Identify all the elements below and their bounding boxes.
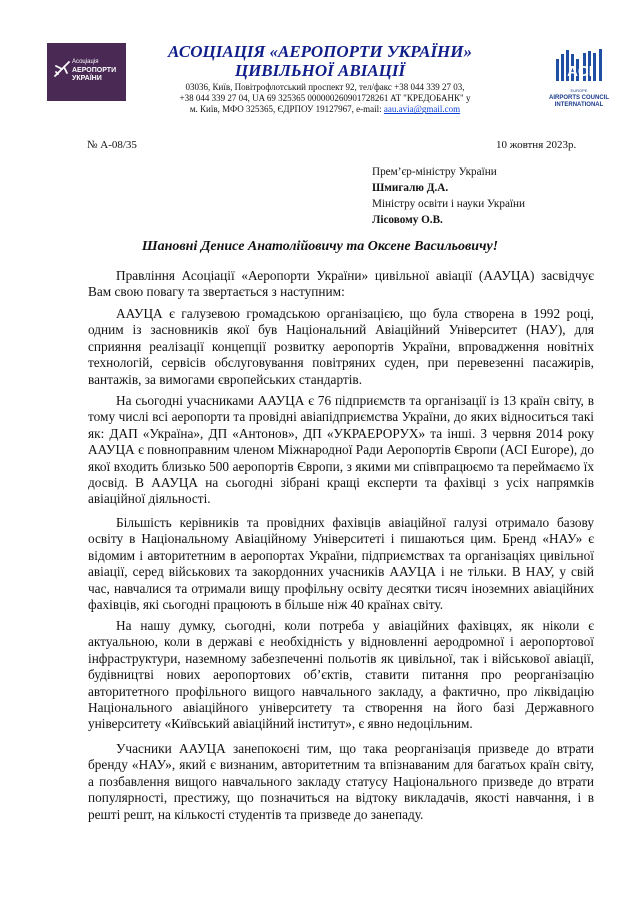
- council-line1: AIRPORTS COUNCIL: [549, 95, 609, 101]
- logo-text-line3: УКРАЇНИ: [72, 75, 102, 82]
- organization-title: [140, 42, 500, 80]
- logo-region: EUROPE: [570, 88, 588, 93]
- logo-council-text: [548, 95, 610, 109]
- paragraph-2: ААУЦА є галузевою громадською організацією, що була створена в 1992 році, одним із засновників якої був Національний Авіаційний Університет (НАУ), для сприяння реалізації концепції розвитку аеропортів України, впровадження новітніх технологій, сервісів обслуговування повітряних суден, при перевезенні пасажирів, вантажів, за вимогами європейських стандартів.: [88, 306, 594, 387]
- contact-line1: 03036, Київ, Повітрофлотський проспект 92, тел/факс +38 044 339 27 03,: [185, 82, 465, 92]
- paragraph-6: Учасники ААУЦА занепокоєні тим, що така реорганізація призведе до втрати бренду «НАУ», який є визнаним, авторитетним та впізнаваним для багатьох країн світу, а позбавлення вищого навчального закладу статусу Національного призведе до втрати популярності, престижу, що позначиться на відтоку викладачів, якості навчання, і в решті решт, на кількості студентів та призведе до занепаду.: [88, 741, 594, 822]
- addressee-block: [372, 164, 525, 228]
- contact-line3: [138, 104, 512, 115]
- association-logo: [47, 43, 126, 101]
- paragraph-4: Більшість керівників та провідних фахівців авіаційної галузі отримало базову освіту в Національному Авіаційному Університеті і пишаються цим. Бренд «НАУ» є відомим і авторитетним в аеропортах України, підприємствах та організаціях цивільної авіації, серед військових та закордонних учасників ААУЦА і не тільки. В НАУ, у свій час, навчалися та отримали вищу профільну освіту десятки тисяч іноземних авіаційних фахівців, які сьогодні працюють в більше ніж 40 країнах світу.: [88, 515, 594, 613]
- addressee-line2: Шмигалю Д.А.: [372, 182, 449, 194]
- aci-mark-icon: [552, 45, 608, 85]
- logo-text-line1: Асоціація: [72, 59, 99, 65]
- title-line2: ЦИВІЛЬНОЇ АВІАЦІЇ: [234, 61, 406, 80]
- letter-date: 10 жовтня 2023р.: [496, 139, 577, 151]
- addressee-line4: Лісовому О.В.: [372, 214, 443, 226]
- contact-line3-prefix: м. Київ, МФО 325365, ЄДРПОУ 19127967, e-mail:: [189, 104, 384, 115]
- paragraph-3: На сьогодні учасниками ААУЦА є 76 підприємств та організації із 13 країн світу, в тому числі всі аеропорти та провідні авіапідприємства України, до яких відноситься такі як: ДАП «Україна», ДП «Антонов», ДП «УКРАЕРОРУХ» та інші. З червня 2014 року ААУЦА є повноправним членом Міжнародної Ради Аеропортів Європи (ACI Europe), до якої входить близько 500 аеропортів Європи, з якими ми співпрацюємо та переймаємо їх досвід. В ААУЦА на сьогодні зібрані кращі експерти та фахівці з усіх напрямків авіаційної діяльності.: [88, 393, 594, 507]
- reference-number: № А-08/35: [87, 139, 137, 151]
- airplane-icon: [53, 58, 71, 78]
- logo-text-line2: АЕРОПОРТИ: [72, 67, 117, 74]
- aci-mark-label: ACI: [567, 63, 593, 80]
- council-line2: INTERNATIONAL: [554, 102, 604, 108]
- email-link[interactable]: aau.avia@gmail.com: [383, 104, 461, 115]
- addressee-line1: Прем’єр-міністру України: [372, 166, 497, 178]
- paragraph-1: Правління Асоціації «Аеропорти України» цивільної авіації (ААУЦА) засвідчує Вам свою повагу та звертається з наступним:: [88, 268, 594, 300]
- title-line1: АСОЦІАЦІЯ «АЕРОПОРТИ УКРАЇНИ»: [167, 42, 473, 61]
- paragraph-5: На нашу думку, сьогодні, коли потреба у авіаційних фахівцях, як ніколи є актуальною, коли в державі є необхідність у відновленні аеродромної і аеропортової інфраструктури, наземному забезпеченні польотів як цивільної, так і військової авіації, будівництві нових аеропортових об’єктів, ставити питання про реорганізацію авторитетного профільного вищого навчального закладу, а фактично, про ліквідацію Національного авіаційного університету та створення на його базі Державного університету «Київський авіаційний інститут», є явно недоцільним.: [88, 618, 594, 732]
- contact-line2: +38 044 339 27 04, UA 69 325365 000000260901728261 AT "КРЕДОБАНК" у: [179, 93, 471, 104]
- salutation: Шановні Денисе Анатолійовичу та Оксене Васильовичу!: [141, 239, 499, 254]
- contact-block: [138, 82, 512, 116]
- addressee-line3: Міністру освіти і науки України: [372, 198, 525, 210]
- aci-europe-logo: [548, 45, 610, 122]
